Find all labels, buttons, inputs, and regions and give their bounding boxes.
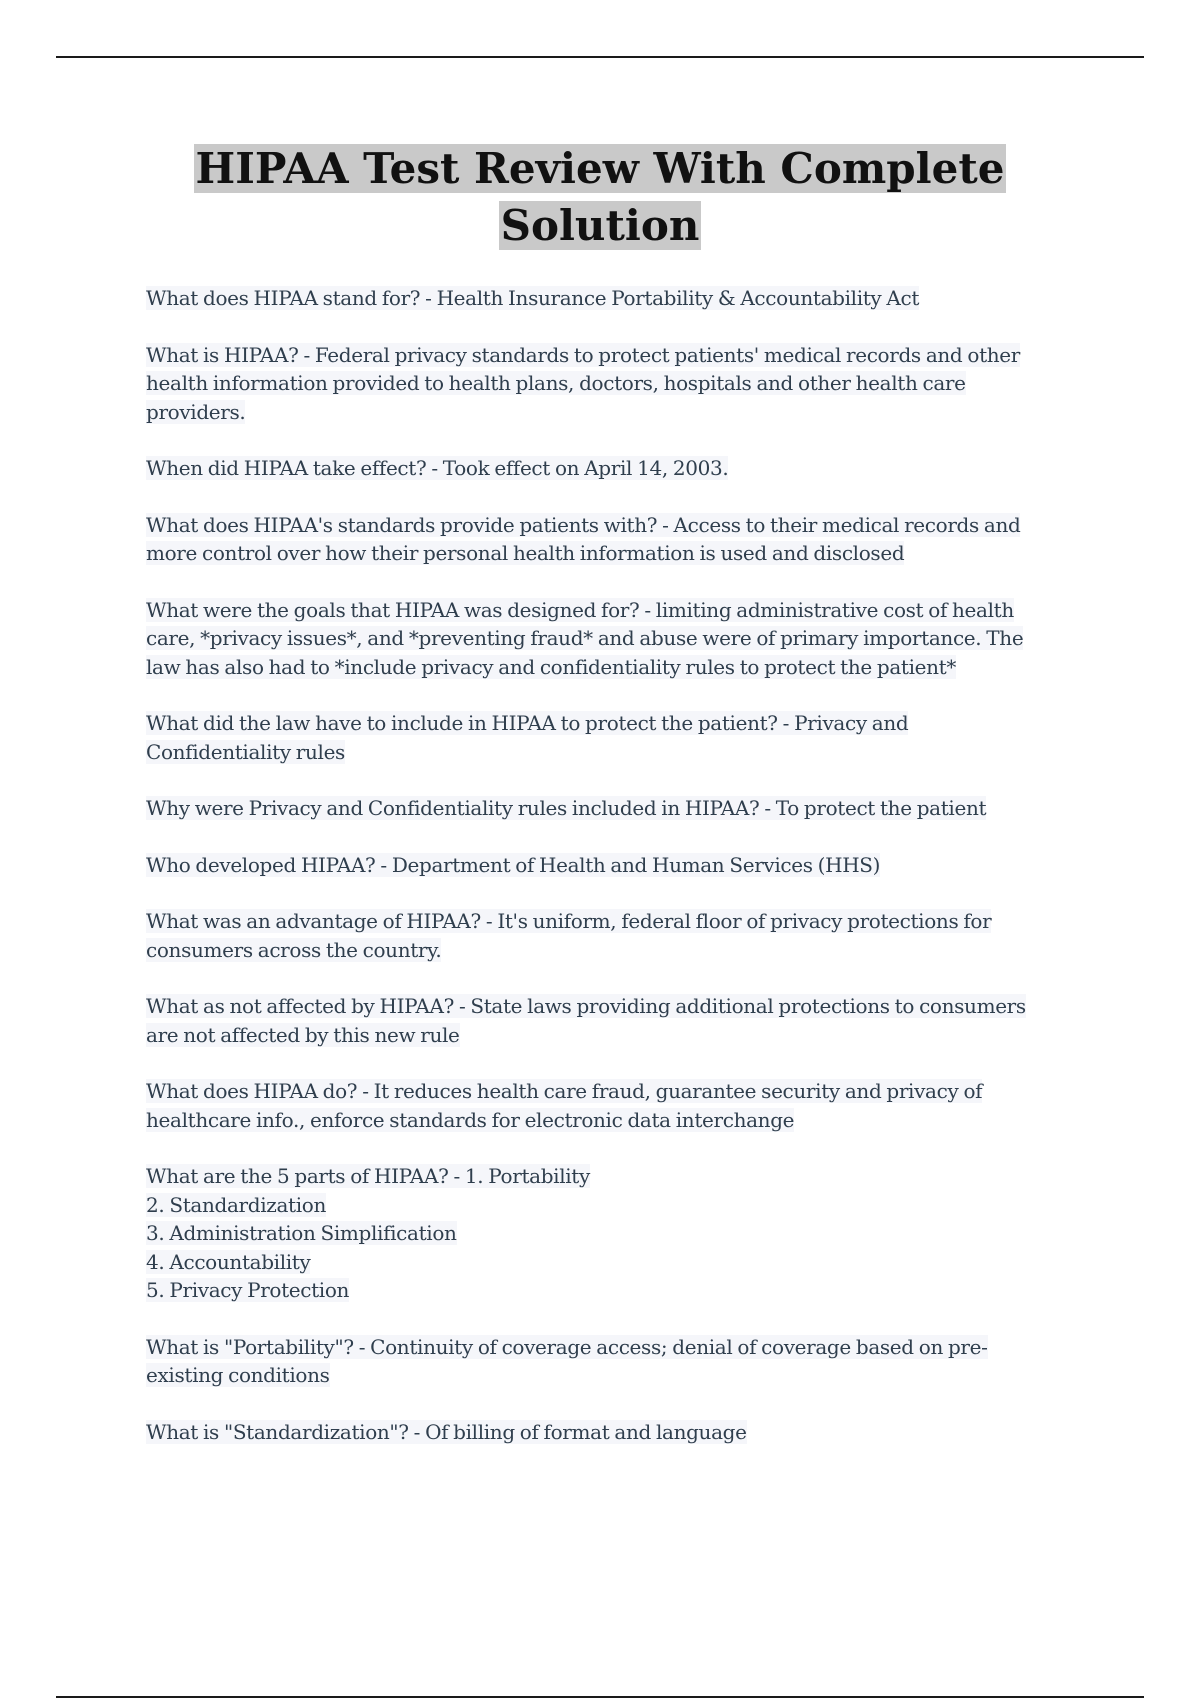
qa-line-text: What does HIPAA do? - It reduces health care fraud, guarantee security and privacy of <box>146 1079 983 1103</box>
qa-line <box>146 596 1081 625</box>
qa-item <box>146 709 1081 766</box>
qa-line-text: What did the law have to include in HIPAA to protect the patient? - Privacy and <box>146 711 909 735</box>
qa-item <box>146 511 1081 568</box>
qa-line-text: consumers across the country. <box>146 937 442 962</box>
qa-line <box>146 511 1081 540</box>
top-rule <box>56 56 1144 58</box>
qa-line-text: existing conditions <box>146 1363 330 1387</box>
qa-line <box>146 1276 1081 1305</box>
qa-line <box>146 1248 1081 1277</box>
qa-item <box>146 1162 1081 1305</box>
qa-line <box>146 1333 1081 1362</box>
qa-line-text: more control over how their personal health information is used and disclosed <box>146 541 905 565</box>
qa-line-text: What are the 5 parts of HIPAA? - 1. Portability <box>146 1164 590 1188</box>
qa-line-text: What is "Portability"? - Continuity of coverage access; denial of coverage based on pre- <box>146 1334 988 1359</box>
qa-line-text: care, *privacy issues*, and *preventing fraud* and abuse were of primary importance. The <box>146 626 1024 650</box>
qa-line-text: Who developed HIPAA? - Department of Health and Human Services (HHS) <box>146 852 881 877</box>
qa-list <box>146 284 1081 1474</box>
qa-line-text: What does HIPAA stand for? - Health Insurance Portability & Accountability Act <box>146 286 920 310</box>
qa-item <box>146 1418 1081 1447</box>
qa-line <box>146 1077 1081 1106</box>
qa-line <box>146 1191 1081 1220</box>
qa-line <box>146 1361 1081 1390</box>
qa-line-text: 4. Accountability <box>146 1249 311 1274</box>
qa-line <box>146 1162 1081 1191</box>
qa-item <box>146 1077 1081 1134</box>
title-line: HIPAA Test Review With Complete <box>195 144 1005 193</box>
qa-line <box>146 738 1081 767</box>
qa-line-text: law has also had to *include privacy and confidentiality rules to protect the patient* <box>146 654 956 679</box>
qa-line-text: What was an advantage of HIPAA? - It's uniform, federal floor of privacy protections for <box>146 909 992 933</box>
bottom-rule <box>56 1696 1144 1698</box>
qa-line-text: are not affected by this new rule <box>146 1022 460 1047</box>
qa-line <box>146 1106 1081 1135</box>
qa-line <box>146 1021 1081 1050</box>
qa-line <box>146 284 1081 313</box>
qa-line-text: What does HIPAA's standards provide patients with? - Access to their medical records and <box>146 512 1021 537</box>
qa-line <box>146 653 1081 682</box>
qa-line <box>146 398 1081 427</box>
qa-item <box>146 341 1081 427</box>
qa-line <box>146 794 1081 823</box>
qa-item <box>146 454 1081 483</box>
qa-line-text: Why were Privacy and Confidentiality rules included in HIPAA? - To protect the patient <box>146 796 987 820</box>
qa-line <box>146 624 1081 653</box>
qa-line <box>146 907 1081 936</box>
qa-item <box>146 1333 1081 1390</box>
qa-item <box>146 992 1081 1049</box>
qa-line <box>146 709 1081 738</box>
qa-line-text: providers. <box>146 399 246 424</box>
qa-line <box>146 1219 1081 1248</box>
qa-item <box>146 596 1081 682</box>
qa-line <box>146 341 1081 370</box>
title-line: Solution <box>500 201 700 250</box>
qa-line-text: When did HIPAA take effect? - Took effect on April 14, 2003. <box>146 456 729 480</box>
qa-line-text: What as not affected by HIPAA? - State laws providing additional protections to consumers <box>146 994 1026 1018</box>
qa-line-text: 2. Standardization <box>146 1192 326 1217</box>
qa-line <box>146 851 1081 880</box>
qa-item <box>146 851 1081 880</box>
qa-line-text: Confidentiality rules <box>146 739 345 764</box>
qa-line-text: 3. Administration Simplification <box>146 1221 457 1245</box>
qa-line <box>146 1418 1081 1447</box>
qa-item <box>146 284 1081 313</box>
qa-line-text: 5. Privacy Protection <box>146 1278 350 1302</box>
qa-line-text: healthcare info., enforce standards for electronic data interchange <box>146 1107 795 1132</box>
title-block <box>100 140 1100 254</box>
qa-line <box>146 992 1081 1021</box>
qa-line-text: health information provided to health plans, doctors, hospitals and other health care <box>146 371 966 395</box>
qa-item <box>146 794 1081 823</box>
qa-line <box>146 369 1081 398</box>
qa-item <box>146 907 1081 964</box>
qa-line <box>146 539 1081 568</box>
qa-line <box>146 936 1081 965</box>
qa-line <box>146 454 1081 483</box>
qa-line-text: What is HIPAA? - Federal privacy standards to protect patients' medical records and other <box>146 342 1020 367</box>
qa-line-text: What is "Standardization"? - Of billing of format and language <box>146 1419 747 1444</box>
qa-line-text: What were the goals that HIPAA was designed for? - limiting administrative cost of health <box>146 597 1014 622</box>
document-title <box>100 140 1100 254</box>
